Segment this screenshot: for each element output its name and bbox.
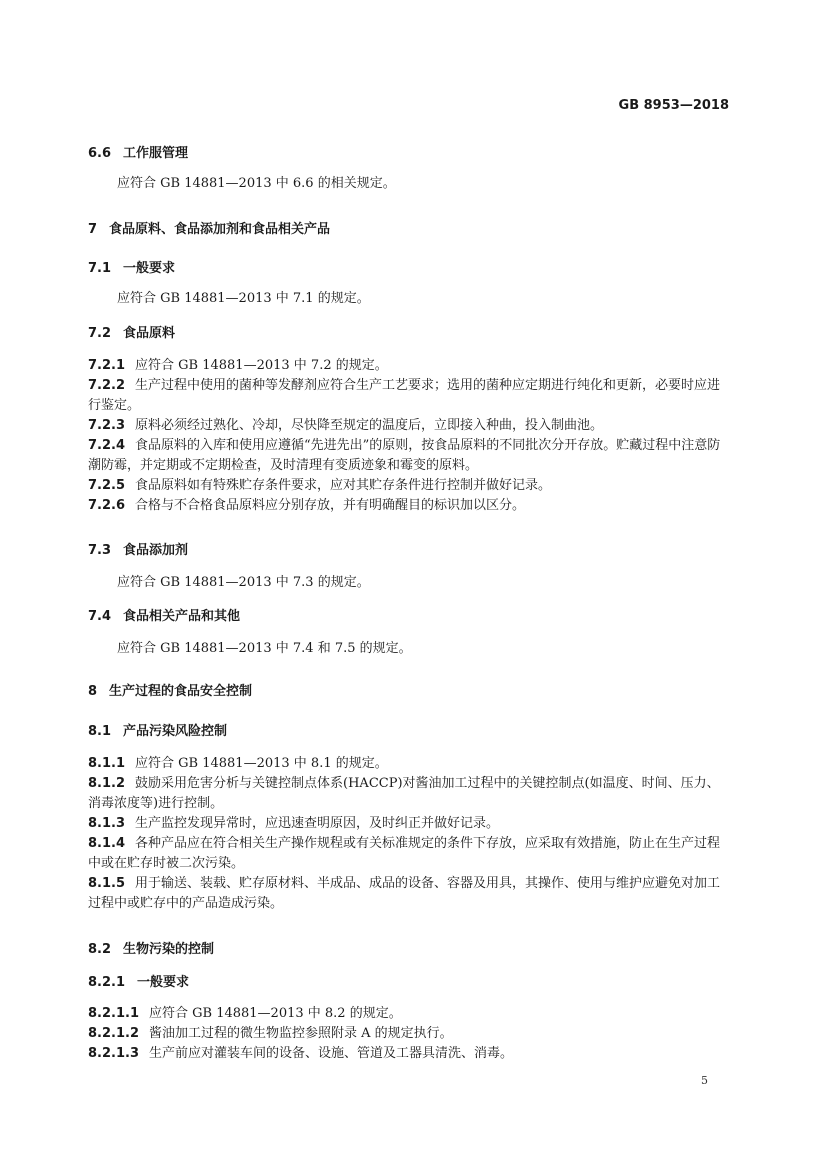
clause-number: 7.2.6 [88,498,126,513]
clause-number: 8.2.1.1 [88,1006,139,1021]
paragraph-7-1: 应符合 GB 14881—2013 中 7.1 的规定。 [117,291,370,306]
clause-text: 应符合 GB 14881—2013 中 8.1 的规定。 [135,756,388,771]
clause-7-2-1 [88,356,727,376]
clause-8-1-4 [88,834,727,874]
clause-number: 8.1.3 [88,816,126,831]
clause-number: 8.2.1.2 [88,1026,139,1041]
page-number: 5 [701,1074,708,1087]
heading-title: 食品原料、食品添加剂和食品相关产品 [109,222,331,237]
heading-8-1 [88,722,727,742]
heading-6-6 [88,144,727,164]
heading-8-2 [88,940,727,960]
clause-text: 应符合 GB 14881—2013 中 7.2 的规定。 [135,358,388,373]
paragraph-6-6: 应符合 GB 14881—2013 中 6.6 的相关规定。 [117,176,396,191]
clause-7-2-5 [88,476,727,496]
standard-code-header: GB 8953—2018 [618,98,729,113]
heading-7 [88,220,727,240]
clause-text: 酱油加工过程的微生物监控参照附录 A 的规定执行。 [149,1026,453,1041]
clause-8-1-5 [88,874,727,914]
clause-7-2-4 [88,436,727,476]
clause-number: 8.1.2 [88,776,126,791]
clause-7-2-6 [88,496,727,516]
clause-number: 8.2.1.3 [88,1046,139,1061]
heading-number: 7.2 [88,326,112,341]
clause-8-1-3 [88,814,727,834]
clause-number: 7.2.5 [88,478,126,493]
clause-text: 生产前应对灌装车间的设备、设施、管道及工器具清洗、消毒。 [149,1046,514,1061]
clause-number: 8.1.4 [88,836,126,851]
heading-number: 8 [88,684,98,699]
clause-7-2-3 [88,416,727,436]
heading-number: 8.2.1 [88,975,126,990]
heading-title: 工作服管理 [123,146,189,161]
clause-text: 生产监控发现异常时，应迅速查明原因，及时纠正并做好记录。 [135,816,500,831]
clause-text: 生产过程中使用的菌种等发酵剂应符合生产工艺要求；选用的菌种应定期进行纯化和更新，必要时应进行鉴定。 [88,378,721,413]
clause-8-2-1-1 [88,1004,727,1024]
heading-title: 生产过程的食品安全控制 [109,684,253,699]
clause-number: 8.1.1 [88,756,126,771]
clause-7-2-2 [88,376,727,416]
clause-text: 合格与不合格食品原料应分别存放，并有明确醒目的标识加以区分。 [135,498,526,513]
clause-number: 7.2.3 [88,418,126,433]
heading-7-2 [88,324,727,344]
clause-number: 7.2.2 [88,378,126,393]
heading-number: 7.1 [88,261,112,276]
heading-8 [88,682,727,702]
heading-number: 7 [88,222,98,237]
heading-7-1 [88,259,727,279]
heading-title: 产品污染风险控制 [123,724,228,739]
clause-list-8-2-1 [88,1004,727,1064]
clause-number: 7.2.1 [88,358,126,373]
heading-title: 食品添加剂 [123,543,189,558]
clause-text: 各种产品应在符合相关生产操作规程或有关标准规定的条件下存放，应采取有效措施，防止在生产过程中或在贮存时被二次污染。 [88,836,721,871]
heading-number: 8.2 [88,942,112,957]
heading-title: 食品相关产品和其他 [123,609,241,624]
clause-8-2-1-3 [88,1044,727,1064]
clause-number: 8.1.5 [88,876,126,891]
clause-8-1-1 [88,754,727,774]
paragraph-7-3: 应符合 GB 14881—2013 中 7.3 的规定。 [117,575,370,590]
heading-number: 8.1 [88,724,112,739]
heading-number: 7.4 [88,609,112,624]
heading-number: 6.6 [88,146,112,161]
clause-text: 鼓励采用危害分析与关键控制点体系(HACCP)对酱油加工过程中的关键控制点(如温度、时间、压力、消毒浓度等)进行控制。 [88,776,720,811]
heading-title: 一般要求 [123,261,176,276]
clause-text: 应符合 GB 14881—2013 中 8.2 的规定。 [149,1006,402,1021]
heading-title: 生物污染的控制 [123,942,215,957]
clause-text: 用于输送、装载、贮存原材料、半成品、成品的设备、容器及用具，其操作、使用与维护应避免对加工过程中或贮存中的产品造成污染。 [88,876,721,911]
heading-8-2-1 [88,973,727,993]
paragraph-7-4: 应符合 GB 14881—2013 中 7.4 和 7.5 的规定。 [117,641,412,656]
heading-title: 一般要求 [137,975,190,990]
clause-list-8-1 [88,754,727,914]
heading-title: 食品原料 [123,326,176,341]
clause-text: 食品原料如有特殊贮存条件要求，应对其贮存条件进行控制并做好记录。 [135,478,552,493]
heading-number: 7.3 [88,543,112,558]
clause-8-1-2 [88,774,727,814]
heading-7-3 [88,541,727,561]
clause-number: 7.2.4 [88,438,126,453]
heading-7-4 [88,607,727,627]
clause-8-2-1-2 [88,1024,727,1044]
clause-text: 原料必须经过熟化、冷却，尽快降至规定的温度后，立即接入种曲，投入制曲池。 [135,418,604,433]
clause-list-7-2 [88,356,727,516]
clause-text: 食品原料的入库和使用应遵循“先进先出”的原则，按食品原料的不同批次分开存放。贮藏过程中注意防潮防霉，并定期或不定期检查，及时清理有变质迹象和霉变的原料。 [88,438,721,473]
